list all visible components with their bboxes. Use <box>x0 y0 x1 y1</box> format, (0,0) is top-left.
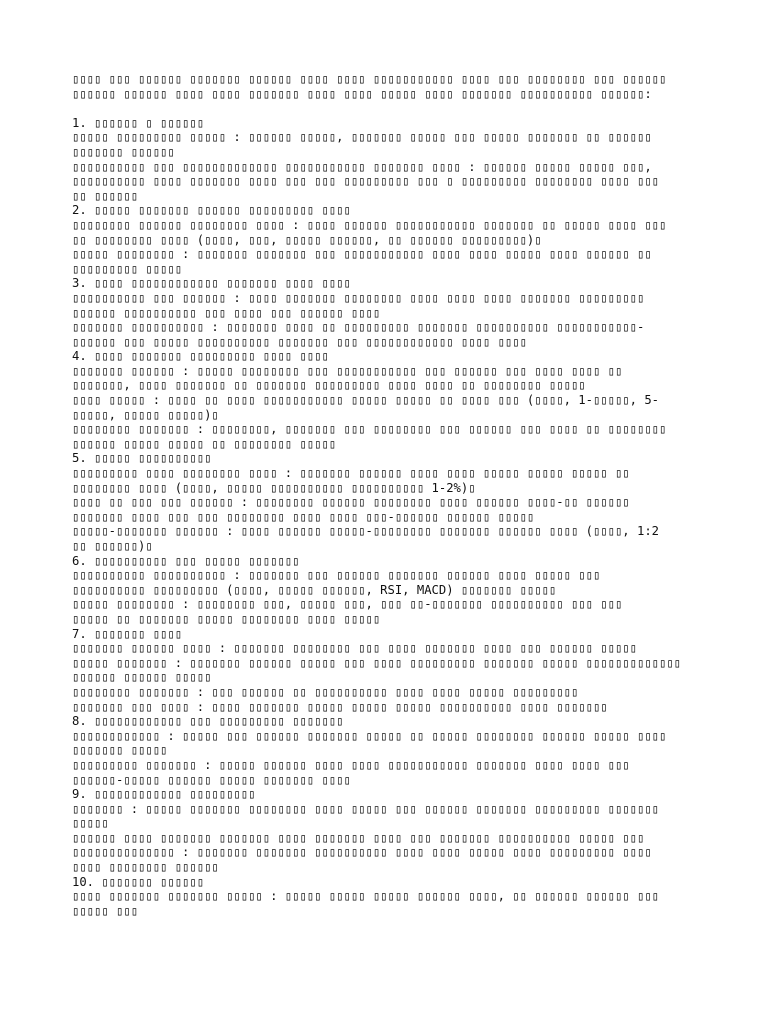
document-line: ▯▯▯▯▯▯▯▯▯▯▯▯ : ▯▯▯▯▯ ▯▯▯ ▯▯▯▯▯▯ ▯▯▯▯▯▯▯ ▯▯▯▯▯ ▯▯ ▯▯▯▯▯ ▯▯▯▯▯▯▯▯ ▯▯▯▯▯▯ ▯▯▯▯▯ ▯▯▯▯ <box>72 728 667 743</box>
document-line: ▯▯▯▯▯▯▯ : ▯▯▯▯▯ ▯▯▯▯▯▯▯ ▯▯▯▯▯▯▯▯ ▯▯▯▯ ▯▯▯▯▯ ▯▯▯ ▯▯▯▯▯▯ ▯▯▯▯▯▯▯ ▯▯▯▯▯▯▯▯▯ ▯▯▯▯▯▯▯ <box>72 801 659 816</box>
document-line: ▯▯▯▯▯▯▯, ▯▯▯▯ ▯▯▯▯▯▯▯ ▯▯ ▯▯▯▯▯▯▯ ▯▯▯▯▯▯▯▯▯ ▯▯▯▯ ▯▯▯▯ ▯▯ ▯▯▯▯▯▯▯▯ ▯▯▯▯▯ <box>72 378 586 393</box>
document-line: ▯▯▯▯▯▯▯▯ ▯▯▯▯▯▯ ▯▯▯▯▯▯▯▯ ▯▯▯▯ : ▯▯▯▯ ▯▯▯▯▯▯ ▯▯▯▯▯▯▯▯▯▯▯ ▯▯▯▯▯▯▯ ▯▯ ▯▯▯▯▯ ▯▯▯▯ ▯▯▯ <box>72 217 667 232</box>
document-line: ▯▯ ▯▯▯▯▯▯ <box>72 188 139 203</box>
document-line: ▯▯▯▯▯▯-▯▯▯▯▯ ▯▯▯▯▯▯ ▯▯▯▯▯ ▯▯▯▯▯▯▯ ▯▯▯▯ <box>72 772 351 787</box>
document-line: ▯▯▯▯▯▯▯ ▯▯▯▯▯▯ : ▯▯▯▯▯ ▯▯▯▯▯▯▯▯ ▯▯▯ ▯▯▯▯▯▯▯▯▯▯▯ ▯▯▯ ▯▯▯▯▯▯ ▯▯▯ ▯▯▯▯ ▯▯▯▯ ▯▯ <box>72 363 623 378</box>
document-line: ▯▯▯▯▯▯ ▯▯▯▯▯ ▯▯▯▯▯ ▯▯ ▯▯▯▯▯▯▯▯ ▯▯▯▯▯ <box>72 436 337 451</box>
document-line: ▯▯▯▯▯, ▯▯▯▯▯ ▯▯▯▯▯)▯ <box>72 407 219 422</box>
document-line: ▯▯▯▯▯▯▯ ▯▯▯▯▯▯ <box>72 144 175 159</box>
document-line: ▯▯▯▯▯ ▯▯▯▯▯▯▯ : ▯▯▯▯▯▯▯ ▯▯▯▯▯▯ ▯▯▯▯▯ ▯▯▯ ▯▯▯▯ ▯▯▯▯▯▯▯▯▯ ▯▯▯▯▯▯▯ ▯▯▯▯▯ ▯▯▯▯▯▯▯▯▯▯▯▯▯ <box>72 655 682 670</box>
document-line: ▯▯▯▯▯▯▯▯▯ ▯▯▯▯▯ <box>72 261 183 276</box>
document-line: 7. ▯▯▯▯▯▯▯ ▯▯▯▯ <box>72 626 183 641</box>
document-line: ▯▯▯▯▯▯ ▯▯▯▯▯▯ ▯▯▯▯▯ <box>72 670 212 685</box>
document-line: 4. ▯▯▯▯ ▯▯▯▯▯▯▯ ▯▯▯▯▯▯▯▯▯ ▯▯▯▯ ▯▯▯▯ <box>72 349 329 364</box>
document-line: ▯▯▯▯▯ ▯▯▯▯▯▯▯▯ : ▯▯▯▯▯▯▯ ▯▯▯▯▯▯▯ ▯▯▯ ▯▯▯▯▯▯▯▯▯▯▯ ▯▯▯▯ ▯▯▯▯ ▯▯▯▯▯ ▯▯▯▯ ▯▯▯▯▯▯ ▯▯ <box>72 247 652 262</box>
document-line: ▯▯▯▯▯▯ ▯▯▯▯ ▯▯▯▯▯▯▯ ▯▯▯▯▯▯▯ ▯▯▯▯ ▯▯▯▯▯▯▯ ▯▯▯▯ ▯▯▯ ▯▯▯▯▯▯▯ ▯▯▯▯▯▯▯▯▯▯ ▯▯▯▯▯ ▯▯▯ <box>72 830 645 845</box>
document-line: ▯▯▯▯▯▯▯▯▯▯ ▯▯▯▯▯▯▯▯▯ (▯▯▯▯, ▯▯▯▯▯ ▯▯▯▯▯▯, RSI, MACD) ▯▯▯▯▯▯▯ ▯▯▯▯▯ <box>72 582 557 597</box>
document-line: ▯▯▯▯▯▯▯▯▯▯▯▯▯▯ : ▯▯▯▯▯▯▯ ▯▯▯▯▯▯▯ ▯▯▯▯▯▯▯▯▯▯ ▯▯▯▯ ▯▯▯▯ ▯▯▯▯▯ ▯▯▯▯ ▯▯▯▯▯▯▯▯▯ ▯▯▯▯ <box>72 845 652 860</box>
document-line: ▯▯▯▯ ▯▯▯▯▯▯▯ ▯▯▯▯▯▯▯ ▯▯▯▯▯ : ▯▯▯▯▯ ▯▯▯▯▯ ▯▯▯▯▯ ▯▯▯▯▯▯ ▯▯▯▯, ▯▯ ▯▯▯▯▯▯ ▯▯▯▯▯▯ ▯▯▯ <box>72 889 659 904</box>
document-line: ▯▯▯▯▯▯▯▯ ▯▯▯▯▯▯▯ : ▯▯▯ ▯▯▯▯▯▯ ▯▯ ▯▯▯▯▯▯▯▯▯▯ ▯▯▯▯ ▯▯▯▯ ▯▯▯▯▯ ▯▯▯▯▯▯▯▯▯ <box>72 684 579 699</box>
document-line: 10. ▯▯▯▯▯▯▯ ▯▯▯▯▯▯ <box>72 874 205 889</box>
document-line: ▯▯ ▯▯▯▯▯▯▯▯ ▯▯▯▯ (▯▯▯▯, ▯▯▯, ▯▯▯▯▯ ▯▯▯▯▯▯, ▯▯ ▯▯▯▯▯▯ ▯▯▯▯▯▯▯▯▯)▯ <box>72 232 542 247</box>
document-line: ▯▯▯▯▯ ▯▯▯ <box>72 903 139 918</box>
document-line: ▯▯▯▯ ▯▯▯▯▯ : ▯▯▯▯ ▯▯ ▯▯▯▯ ▯▯▯▯▯▯▯▯▯▯▯ ▯▯▯▯▯ ▯▯▯▯▯ ▯▯ ▯▯▯▯ ▯▯▯ (▯▯▯▯, 1-▯▯▯▯▯, 5- <box>72 393 659 408</box>
document-line: ▯▯▯▯▯ ▯▯▯▯▯▯▯▯▯ ▯▯▯▯▯ : ▯▯▯▯▯▯ ▯▯▯▯▯, ▯▯▯▯▯▯▯ ▯▯▯▯▯ ▯▯▯ ▯▯▯▯▯ ▯▯▯▯▯▯▯ ▯▯ ▯▯▯▯▯▯ <box>72 130 652 145</box>
document-line: ▯▯▯▯▯▯▯▯▯ ▯▯▯▯ ▯▯▯▯▯▯▯▯ ▯▯▯▯ : ▯▯▯▯▯▯▯ ▯▯▯▯▯▯ ▯▯▯▯ ▯▯▯▯ ▯▯▯▯▯ ▯▯▯▯▯ ▯▯▯▯▯ ▯▯ <box>72 466 630 481</box>
document-line: ▯▯▯▯▯▯▯▯▯ ▯▯▯▯▯▯▯ : ▯▯▯▯▯ ▯▯▯▯▯▯ ▯▯▯▯ ▯▯▯▯ ▯▯▯▯▯▯▯▯▯▯▯ ▯▯▯▯▯▯▯ ▯▯▯▯ ▯▯▯▯ ▯▯▯ <box>72 757 630 772</box>
document-line: ▯▯▯▯ ▯▯▯ ▯▯▯▯▯▯ ▯▯▯▯▯▯▯ ▯▯▯▯▯▯ ▯▯▯▯ ▯▯▯▯ ▯▯▯▯▯▯▯▯▯▯▯ ▯▯▯▯ ▯▯▯ ▯▯▯▯▯▯▯▯ ▯▯▯ ▯▯▯▯▯▯ <box>72 72 667 86</box>
document-line: 5. ▯▯▯▯▯ ▯▯▯▯▯▯▯▯▯▯ <box>72 451 212 466</box>
document-line: ▯▯▯▯▯▯▯ ▯▯▯▯▯▯▯▯▯▯ : ▯▯▯▯▯▯▯ ▯▯▯▯ ▯▯ ▯▯▯▯▯▯▯▯▯ ▯▯▯▯▯▯▯ ▯▯▯▯▯▯▯▯▯▯ ▯▯▯▯▯▯▯▯▯▯▯- <box>72 320 645 335</box>
document-line: 8. ▯▯▯▯▯▯▯▯▯▯▯▯ ▯▯▯ ▯▯▯▯▯▯▯▯▯ ▯▯▯▯▯▯▯ <box>72 714 344 729</box>
document-line: ▯▯▯▯▯▯▯ ▯▯▯▯▯ <box>72 743 168 758</box>
document-line <box>72 101 702 116</box>
document-line: ▯▯▯▯▯-▯▯▯▯▯▯▯ ▯▯▯▯▯▯ : ▯▯▯▯ ▯▯▯▯▯▯ ▯▯▯▯▯-▯▯▯▯▯▯▯▯ ▯▯▯▯▯▯▯ ▯▯▯▯▯▯ ▯▯▯▯ (▯▯▯▯, 1:2 <box>72 524 659 539</box>
document-line: ▯▯▯▯▯▯▯▯▯▯ ▯▯▯▯ ▯▯▯▯▯▯▯ ▯▯▯▯ ▯▯▯ ▯▯▯ ▯▯▯▯▯▯▯▯▯ ▯▯▯ ▯ ▯▯▯▯▯▯▯▯▯ ▯▯▯▯▯▯▯▯ ▯▯▯▯ ▯▯▯ <box>72 174 659 189</box>
document-body <box>72 72 702 918</box>
document-line: ▯▯▯▯▯▯▯▯ ▯▯▯▯ (▯▯▯▯, ▯▯▯▯▯ ▯▯▯▯▯▯▯▯▯▯ ▯▯▯▯▯▯▯▯▯▯ 1-2%)▯ <box>72 480 476 495</box>
document-line: ▯▯▯▯▯▯▯▯▯▯ ▯▯▯ ▯▯▯▯▯▯ : ▯▯▯▯ ▯▯▯▯▯▯▯ ▯▯▯▯▯▯▯▯ ▯▯▯▯ ▯▯▯▯ ▯▯▯▯ ▯▯▯▯▯▯▯ ▯▯▯▯▯▯▯▯▯ <box>72 290 645 305</box>
document-line: ▯▯ ▯▯▯▯▯▯)▯ <box>72 539 153 553</box>
document-line: ▯▯▯▯▯ ▯▯▯▯▯▯▯▯ : ▯▯▯▯▯▯▯▯ ▯▯▯, ▯▯▯▯▯ ▯▯▯, ▯▯▯ ▯▯-▯▯▯▯▯▯▯ ▯▯▯▯▯▯▯▯▯▯ ▯▯▯ ▯▯▯ <box>72 597 623 612</box>
document-line: ▯▯▯▯▯ <box>72 816 109 831</box>
document-line: ▯▯▯▯▯▯▯ ▯▯▯▯▯▯ ▯▯▯▯ : ▯▯▯▯▯▯▯ ▯▯▯▯▯▯▯▯ ▯▯▯ ▯▯▯▯ ▯▯▯▯▯▯▯ ▯▯▯▯ ▯▯▯ ▯▯▯▯▯▯ ▯▯▯▯▯ <box>72 641 637 656</box>
document-line: ▯▯▯▯▯▯ ▯▯▯▯▯▯ ▯▯▯▯ ▯▯▯▯ ▯▯▯▯▯▯▯ ▯▯▯▯ ▯▯▯▯ ▯▯▯▯▯ ▯▯▯▯ ▯▯▯▯▯▯▯ ▯▯▯▯▯▯▯▯▯▯ ▯▯▯▯▯▯: <box>72 86 652 101</box>
document-line: ▯▯▯▯▯ ▯▯ ▯▯▯▯▯▯▯ ▯▯▯▯▯ ▯▯▯▯▯▯▯▯ ▯▯▯▯ ▯▯▯▯▯ <box>72 611 381 626</box>
document-line: 1. ▯▯▯▯▯▯ ▯ ▯▯▯▯▯▯ <box>72 115 205 130</box>
document-line: ▯▯▯▯ ▯▯▯▯▯▯▯▯ ▯▯▯▯▯▯ <box>72 860 219 875</box>
document-line: ▯▯▯▯▯▯ ▯▯▯▯▯▯▯▯▯▯ ▯▯▯ ▯▯▯▯ ▯▯▯ ▯▯▯▯▯▯ ▯▯▯▯ <box>72 305 381 320</box>
document-line: ▯▯▯▯ ▯▯ ▯▯▯ ▯▯▯ ▯▯▯▯▯▯ : ▯▯▯▯▯▯▯▯ ▯▯▯▯▯▯ ▯▯▯▯▯▯▯▯ ▯▯▯▯ ▯▯▯▯▯▯ ▯▯▯▯-▯▯ ▯▯▯▯▯▯ <box>72 495 630 510</box>
document-line: ▯▯▯▯▯▯▯▯▯▯ ▯▯▯▯▯▯▯▯▯▯ : ▯▯▯▯▯▯▯ ▯▯▯ ▯▯▯▯▯▯ ▯▯▯▯▯▯▯ ▯▯▯▯▯▯ ▯▯▯▯ ▯▯▯▯▯ ▯▯▯ <box>72 568 601 583</box>
document-line: ▯▯▯▯▯▯▯ ▯▯▯▯ ▯▯▯ ▯▯▯ ▯▯▯▯▯▯▯▯ ▯▯▯▯ ▯▯▯▯ ▯▯▯-▯▯▯▯▯▯ ▯▯▯▯▯▯ ▯▯▯▯▯ <box>72 509 535 524</box>
document-line: 6. ▯▯▯▯▯▯▯▯▯▯ ▯▯▯ ▯▯▯▯▯ ▯▯▯▯▯▯▯ <box>72 553 300 568</box>
document-line: 3. ▯▯▯▯ ▯▯▯▯▯▯▯▯▯▯▯▯ ▯▯▯▯▯▯▯ ▯▯▯▯ ▯▯▯▯ <box>72 276 351 291</box>
document-line: ▯▯▯▯▯▯▯ ▯▯▯ ▯▯▯▯ : ▯▯▯▯ ▯▯▯▯▯▯▯ ▯▯▯▯▯ ▯▯▯▯▯ ▯▯▯▯▯ ▯▯▯▯▯▯▯▯▯▯ ▯▯▯▯ ▯▯▯▯▯▯▯ <box>72 699 608 714</box>
document-line: ▯▯▯▯▯▯ ▯▯▯ ▯▯▯▯▯ ▯▯▯▯▯▯▯▯▯▯ ▯▯▯▯▯▯▯ ▯▯▯ ▯▯▯▯▯▯▯▯▯▯▯▯ ▯▯▯▯ ▯▯▯▯ <box>72 334 527 349</box>
document-line: 2. ▯▯▯▯▯ ▯▯▯▯▯▯▯ ▯▯▯▯▯▯ ▯▯▯▯▯▯▯▯▯ ▯▯▯▯ <box>72 203 351 218</box>
document-line: ▯▯▯▯▯▯▯▯▯▯ ▯▯▯ ▯▯▯▯▯▯▯▯▯▯▯▯▯ ▯▯▯▯▯▯▯▯▯▯▯ ▯▯▯▯▯▯▯ ▯▯▯▯ : ▯▯▯▯▯▯ ▯▯▯▯▯ ▯▯▯▯▯ ▯▯▯, <box>72 159 652 174</box>
document-line: ▯▯▯▯▯▯▯▯ ▯▯▯▯▯▯▯ : ▯▯▯▯▯▯▯▯, ▯▯▯▯▯▯▯ ▯▯▯ ▯▯▯▯▯▯▯▯ ▯▯▯ ▯▯▯▯▯▯ ▯▯▯ ▯▯▯▯ ▯▯ ▯▯▯▯▯▯▯▯ <box>72 422 667 437</box>
document-line: 9. ▯▯▯▯▯▯▯▯▯▯▯▯ ▯▯▯▯▯▯▯▯▯ <box>72 787 256 802</box>
